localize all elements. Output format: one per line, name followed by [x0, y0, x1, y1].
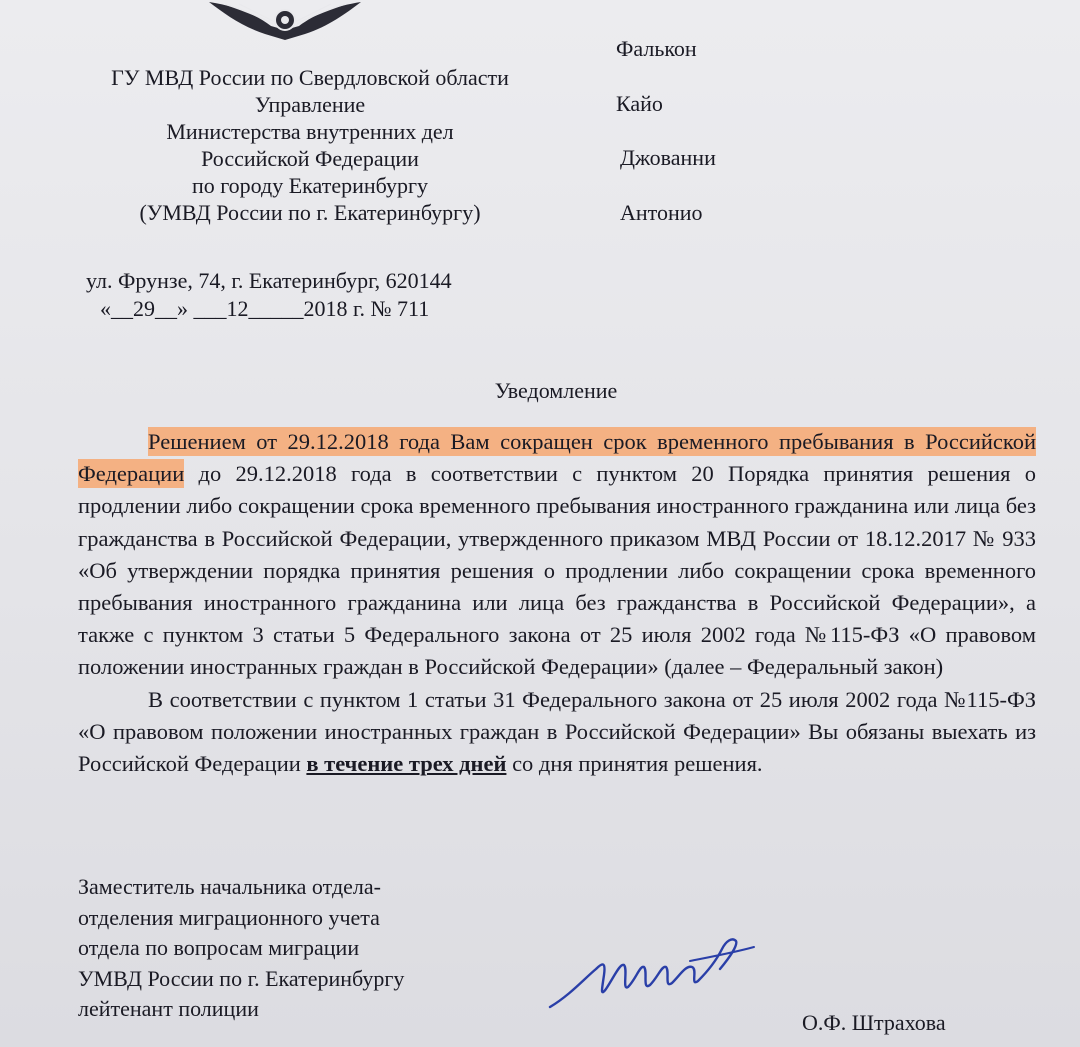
double-headed-eagle-emblem [205, 0, 365, 40]
addressee-name: Джованни [620, 145, 716, 170]
paragraph-2 [78, 684, 1036, 781]
signatory-position-block [78, 872, 404, 1025]
addressee-name: Антонио [620, 200, 703, 225]
highlighted-decision-text: Решением от 29.12.2018 года Вам сокращен срок временного пребывания в Российской Федерации [78, 429, 1036, 487]
signatory-line: отдела по вопросам миграции [78, 935, 360, 960]
org-line: Управление [254, 92, 366, 117]
issuing-authority-block [40, 64, 580, 226]
deadline-emphasis: в течение трех дней [306, 751, 507, 777]
org-line: по городу Екатеринбургу [191, 173, 429, 198]
paragraph-1 [78, 426, 1036, 684]
document-title: Уведомление [494, 378, 618, 403]
signatory-line: лейтенант полиции [78, 996, 259, 1021]
signer-name: О.Ф. Штрахова [802, 1010, 946, 1035]
document-date-number: «__29__» ___12_____2018 г. № 711 [100, 296, 430, 321]
org-line: (УМВД России по г. Екатеринбургу) [139, 200, 481, 225]
org-line: Российской Федерации [201, 146, 419, 171]
paragraph-2-end: со дня принятия решения. [506, 751, 763, 777]
org-line: Министерства внутренних дел [166, 119, 454, 144]
addressee-name: Фалькон [616, 36, 697, 61]
paragraph-2-text: В соответствии с пунктом 1 статьи 31 Федерального закона от 25 июля 2002 года №115-ФЗ «О правовом положении иностранных граждан в Российской Федерации» Вы обязаны выехать из Российской Федерации [78, 686, 1036, 777]
org-line: ГУ МВД России по Свердловской области [111, 65, 509, 90]
signatory-line: отделения миграционного учета [78, 904, 380, 930]
signatory-line: УМВД России по г. Екатеринбургу [78, 965, 405, 991]
document-body [78, 426, 1036, 780]
paragraph-1-text: до 29.12.2018 года в соответствии с пунктом 20 Порядка принятия решения о продлении либо сокращении срока временного пребывания иностранного гражданина или лица без гражданства в Российской Федерации, утвержденного приказом МВД России от 18.12.2017 № 933 «Об утверждении порядка принятия решения о продлении либо сокращении срока временного пребывания иностранного гражданина или лица без гражданства в Российской Федерации», а также с пунктом 3 статьи 5 Федерального закона от 25 июля 2002 года №115-ФЗ «О правовом положении иностранных граждан в Российской Федерации» (далее – Федеральный закон) [78, 461, 1036, 680]
handwritten-signature [540, 935, 770, 1015]
authority-address: ул. Фрунзе, 74, г. Екатеринбург, 620144 [86, 268, 452, 293]
addressee-name: Кайо [616, 91, 663, 116]
signatory-line: Заместитель начальника отдела- [78, 874, 381, 899]
